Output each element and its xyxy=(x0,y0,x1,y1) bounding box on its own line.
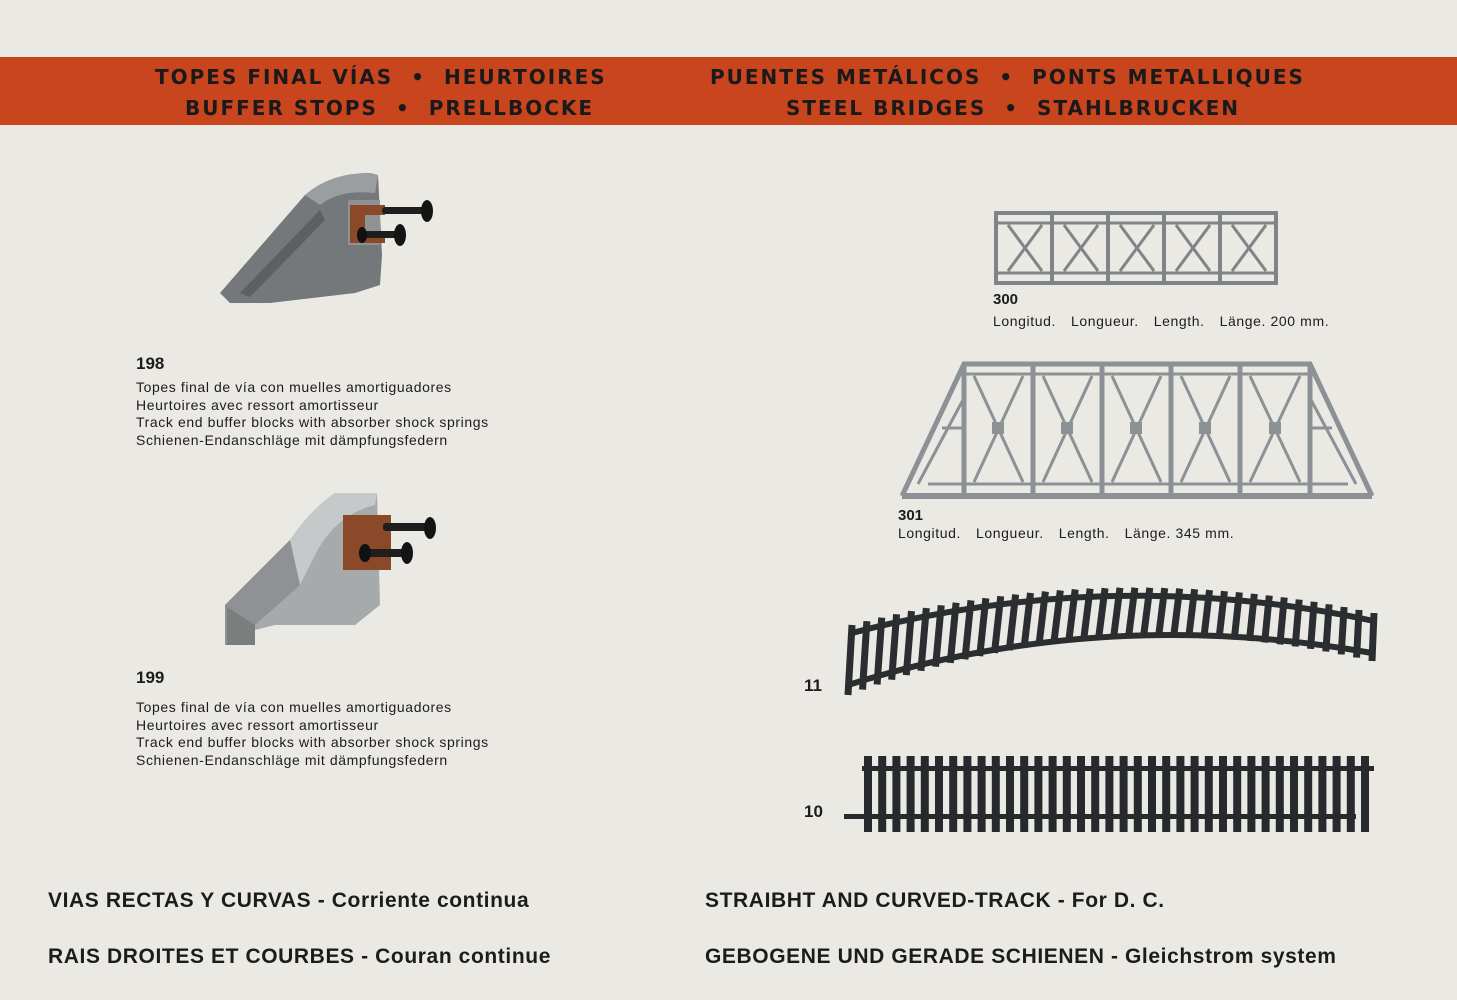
length-label: Longitud. xyxy=(898,525,962,541)
footer-text: Corriente continua xyxy=(331,889,530,912)
banner-text: PONTS METALLIQUES xyxy=(1032,65,1305,89)
footer-left-line1 xyxy=(48,889,529,913)
footer-text: For D. C. xyxy=(1071,889,1165,912)
banner-text: PRELLBOCKE xyxy=(428,96,595,120)
item-number-11: 11 xyxy=(804,676,822,695)
banner-text: PUENTES METÁLICOS xyxy=(710,65,982,89)
buffer-stop-198-image xyxy=(210,165,445,310)
curved-track-11-image xyxy=(842,575,1382,700)
item-number-300: 300 xyxy=(993,291,1019,308)
buffer-rod xyxy=(382,207,427,214)
banner-text: HEURTOIRES xyxy=(443,65,607,89)
length-label: Length. xyxy=(1058,525,1110,541)
description-line: Schienen-Endanschläge mit dämpfungsfedern xyxy=(136,431,448,448)
banner-text: TOPES FINAL VÍAS xyxy=(155,65,394,89)
bridge-301-image xyxy=(898,358,1374,500)
banner-right-line1 xyxy=(710,65,1305,89)
description-line: Track end buffer blocks with absorber shock springs xyxy=(136,734,489,750)
footer-dash: - xyxy=(1110,945,1119,968)
banner-text: STEEL BRIDGES xyxy=(786,96,987,120)
footer-text: Couran continue xyxy=(375,945,551,968)
straight-track-10-image xyxy=(842,750,1377,838)
description-line: Schienen-Endanschläge mit dämpfungsfedern xyxy=(136,751,448,768)
description-line: Heurtoires avec ressort amortisseur xyxy=(136,716,379,733)
footer-text: Gleichstrom system xyxy=(1125,945,1337,968)
bullet-separator: • xyxy=(411,65,426,89)
footer-dash: - xyxy=(317,889,326,912)
description-line: Heurtoires avec ressort amortisseur xyxy=(136,396,379,413)
bridge-300-image xyxy=(994,211,1278,285)
footer-text: GEBOGENE UND GERADE SCHIENEN xyxy=(705,945,1105,968)
item-number-199: 199 xyxy=(136,668,165,687)
length-label: Longitud. xyxy=(993,313,1057,329)
bullet-separator: • xyxy=(395,96,411,120)
item-198-description xyxy=(136,379,489,449)
banner-right-line2 xyxy=(786,96,1240,120)
footer-right-line1 xyxy=(705,889,1165,913)
length-value: Länge. 200 mm. xyxy=(1219,313,1330,329)
bullet-separator: • xyxy=(999,65,1015,89)
item-number-10: 10 xyxy=(804,802,823,821)
banner-left-line2 xyxy=(185,96,594,120)
item-number-301: 301 xyxy=(898,507,924,524)
banner-text: STAHLBRUCKEN xyxy=(1037,96,1240,120)
footer-right-line2 xyxy=(705,945,1337,969)
description-line: Track end buffer blocks with absorber shock springs xyxy=(136,414,489,430)
footer-text: VIAS RECTAS Y CURVAS xyxy=(48,889,312,912)
description-line: Topes final de vía con muelles amortiguadores xyxy=(136,699,452,715)
length-label: Longueur. xyxy=(1071,313,1139,329)
footer-dash: - xyxy=(1057,889,1066,912)
length-label: Length. xyxy=(1153,313,1205,329)
description-line: Topes final de vía con muelles amortiguadores xyxy=(136,379,452,395)
footer-left-line2 xyxy=(48,945,551,969)
item-301-length xyxy=(898,525,1249,541)
banner-left-line1 xyxy=(155,65,607,89)
buffer-stop-199-image xyxy=(215,485,445,655)
footer-text: STRAIBHT AND CURVED-TRACK xyxy=(705,889,1052,912)
item-199-description xyxy=(136,699,489,769)
bullet-separator: • xyxy=(1004,96,1020,120)
length-label: Longueur. xyxy=(976,525,1044,541)
footer-dash: - xyxy=(361,945,369,968)
item-number-198: 198 xyxy=(136,354,165,373)
banner-text: BUFFER STOPS xyxy=(185,96,378,120)
footer-text: RAIS DROITES ET COURBES xyxy=(48,945,355,968)
length-value: Länge. 345 mm. xyxy=(1124,525,1235,541)
item-300-length xyxy=(993,313,1344,329)
